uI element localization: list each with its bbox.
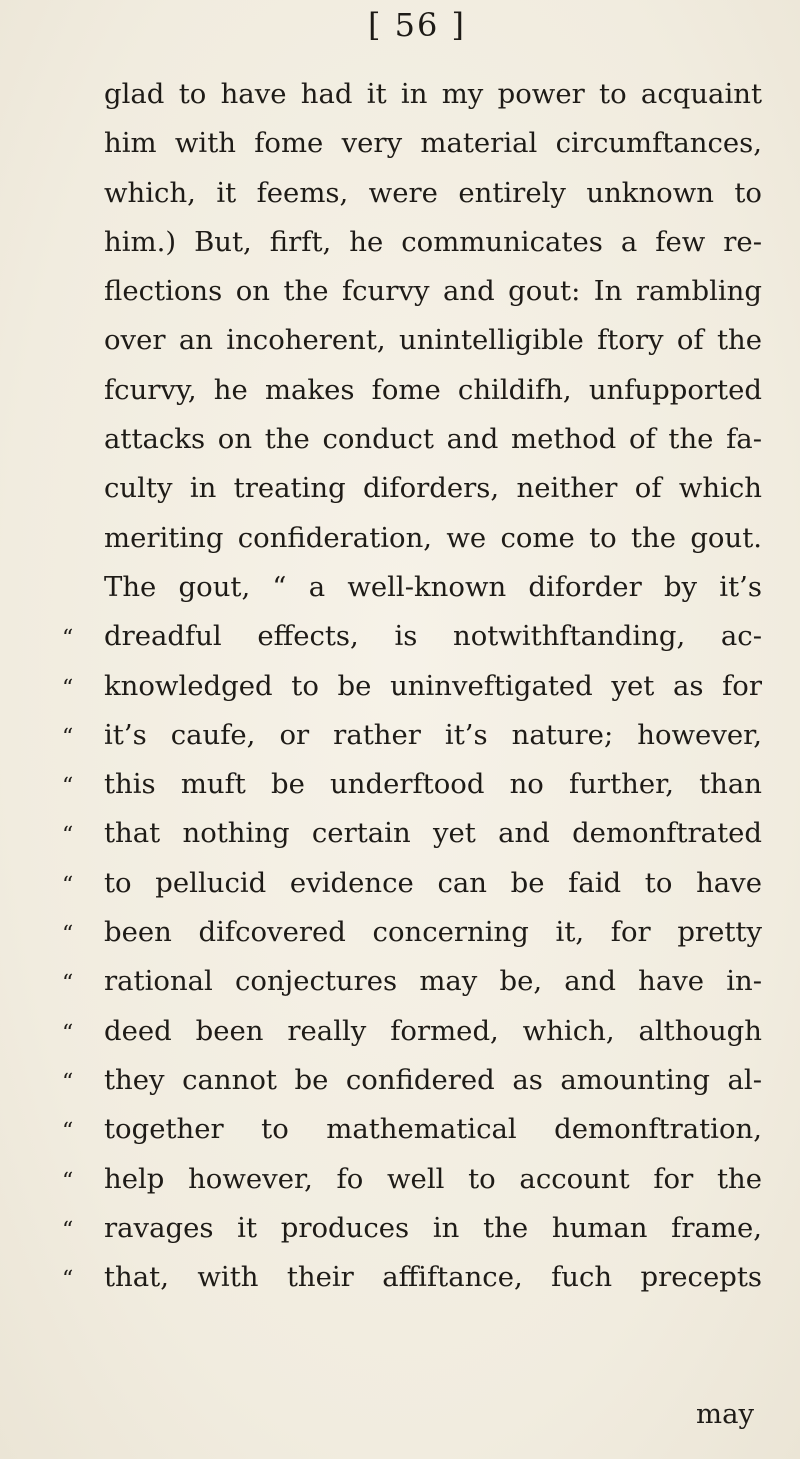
text-line [62, 177, 762, 226]
text-line [62, 1212, 762, 1261]
quote-mark: “ [62, 1168, 74, 1194]
quote-mark: “ [62, 922, 74, 948]
quote-mark: “ [62, 823, 74, 849]
body-text [62, 78, 762, 1310]
line-text: to pellucid evidence can be faid to have [104, 866, 762, 899]
quote-mark: “ [62, 872, 74, 898]
text-line [62, 127, 762, 176]
text-line [62, 1015, 762, 1064]
line-text: glad to have had it in my power to acquaint [104, 78, 762, 110]
line-text: deed been really formed, which, although [104, 1014, 762, 1047]
text-line [62, 1113, 762, 1162]
line-text: they cannot be confidered as amounting al- [104, 1063, 762, 1096]
quote-mark: “ [62, 1069, 74, 1095]
text-line [62, 571, 762, 620]
quote-mark: “ [62, 1119, 74, 1145]
text-line [62, 670, 762, 719]
line-text: that, with their affiftance, fuch precepts [104, 1261, 762, 1294]
text-line [62, 1163, 762, 1212]
text-line [62, 916, 762, 965]
page-header [0, 6, 800, 44]
page-number: [ 56 ] [367, 6, 467, 44]
text-line [62, 719, 762, 768]
text-line [62, 867, 762, 916]
line-text: this muft be underftood no further, than [104, 768, 762, 801]
line-text: knowledged to be uninveftigated yet as for [104, 669, 762, 702]
line-text: meriting confideration, we come to the gout. [104, 521, 762, 554]
line-text: him with fome very material circumftances, [104, 127, 762, 160]
text-line [62, 472, 762, 521]
line-text: rational conjectures may be, and have in- [104, 965, 762, 998]
line-text: which, it feems, were entirely unknown to [104, 176, 762, 209]
text-line [62, 374, 762, 423]
line-text: that nothing certain yet and demonftrated [104, 817, 762, 850]
line-text: attacks on the conduct and method of the fa- [104, 423, 762, 456]
line-text: together to mathematical demonftration, [104, 1113, 762, 1146]
text-line [62, 1261, 762, 1310]
text-line [62, 275, 762, 324]
quote-mark: “ [62, 675, 74, 701]
quote-mark: “ [62, 724, 74, 750]
text-line [62, 965, 762, 1014]
quote-mark: “ [62, 971, 74, 997]
text-line [62, 423, 762, 472]
text-line [62, 522, 762, 571]
text-line [62, 768, 762, 817]
line-text: The gout, “ a well-known diforder by it’s [104, 570, 762, 603]
line-text: fcurvy, he makes fome childifh, unfupported [104, 373, 762, 406]
line-text: ravages it produces in the human frame, [104, 1211, 762, 1244]
quote-mark: “ [62, 626, 74, 652]
text-line [62, 1064, 762, 1113]
quote-mark: “ [62, 1267, 74, 1293]
line-text: flections on the fcurvy and gout: In rambling [104, 275, 762, 308]
text-line [62, 78, 762, 127]
text-line [62, 324, 762, 373]
quote-mark: “ [62, 1020, 74, 1046]
text-line [62, 817, 762, 866]
quote-mark: “ [62, 1217, 74, 1243]
line-text: culty in treating diforders, neither of which [104, 472, 762, 505]
quote-mark: “ [62, 774, 74, 800]
line-text: him.) But, firft, he communicates a few re- [104, 225, 762, 258]
line-text: over an incoherent, unintelligible ftory of the [104, 324, 762, 357]
line-text: been difcovered concerning it, for pretty [104, 916, 762, 949]
line-text: help however, fo well to account for the [104, 1162, 762, 1195]
text-line [62, 226, 762, 275]
catchword: may [696, 1398, 755, 1430]
text-line [62, 620, 762, 669]
line-text: dreadful effects, is notwithftanding, ac- [104, 620, 762, 653]
line-text: it’s caufe, or rather it’s nature; however, [104, 718, 762, 751]
